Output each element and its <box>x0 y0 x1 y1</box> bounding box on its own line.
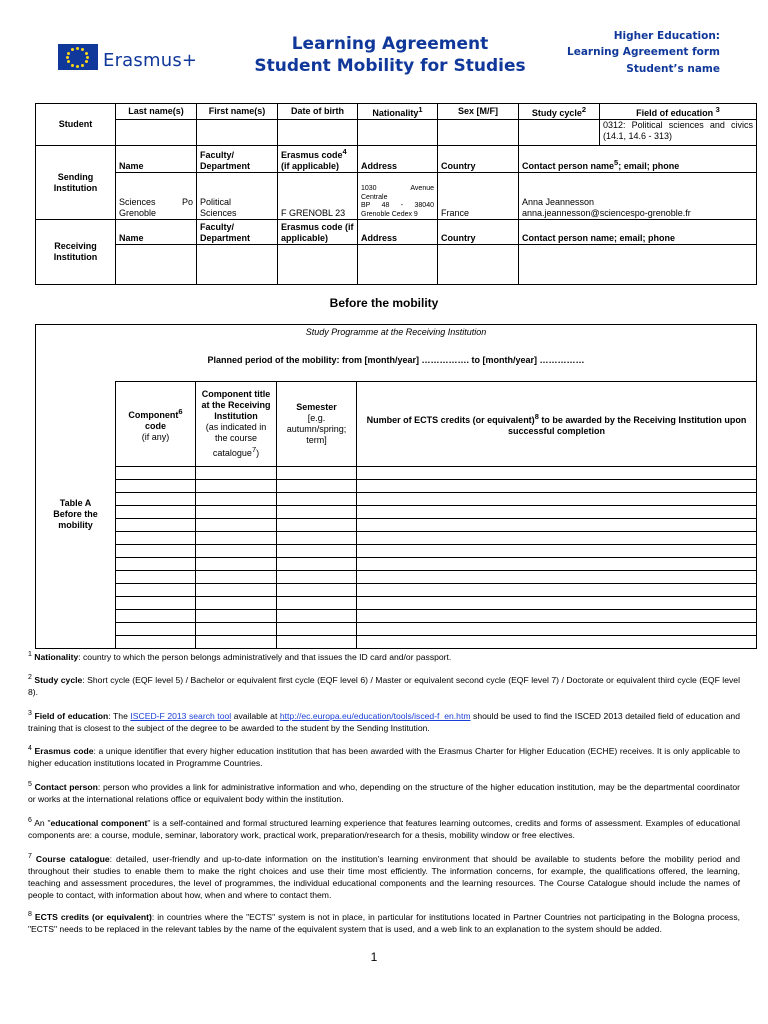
page-title: Learning Agreement <box>291 34 489 54</box>
eu-flag-logo <box>58 44 98 70</box>
isced-url-link[interactable]: http://ec.europa.eu/education/tools/isced-f_en.htm <box>279 710 471 721</box>
sending-header-contact: Contact person name$^5$; email; phone <box>519 146 757 173</box>
receiving-header-contact: Contact person name; email; phone <box>519 220 757 245</box>
ects-cell[interactable] <box>357 558 757 571</box>
sending-contact-value[interactable]: Anna Jeannesson anna.jeannesson@sciencespo-grenoble.fr <box>519 173 757 220</box>
header-last-name: Last name(s) <box>116 104 197 120</box>
component-title-cell[interactable] <box>196 571 277 584</box>
table-row <box>36 493 757 506</box>
receiving-name-cell[interactable] <box>116 245 197 285</box>
component-title-cell[interactable] <box>196 584 277 597</box>
table-row <box>36 623 757 636</box>
header-right-line2: Learning Agreement form <box>567 46 720 58</box>
ects-cell[interactable] <box>357 506 757 519</box>
table-a-study-programme <box>35 324 757 649</box>
footnote-2: $^2$ Study cycle: Short cycle (EQF level 5) / Bachelor or equivalent first cycle (EQF level 6) / Master or equivalent second cycle (EQF level 7) / Doctorate or equivalent third cycle (EQF level 8). <box>28 674 740 697</box>
header-date-of-birth: Date of birth <box>278 104 358 120</box>
semester-cell[interactable] <box>277 467 357 480</box>
student-dob-cell[interactable] <box>278 120 358 146</box>
ects-cell[interactable] <box>357 623 757 636</box>
table-row <box>36 545 757 558</box>
component-code-cell[interactable] <box>116 467 196 480</box>
ects-cell[interactable] <box>357 571 757 584</box>
component-title-cell[interactable] <box>196 519 277 532</box>
isced-search-tool-link[interactable]: ISCED-F 2013 search tool <box>130 710 232 721</box>
semester-cell[interactable] <box>277 545 357 558</box>
receiving-faculty-cell[interactable] <box>197 245 278 285</box>
component-code-cell[interactable] <box>116 610 196 623</box>
table-a-header-component-code: Component$^6$ code (if any) <box>116 382 196 467</box>
footnote-8: $^8$ ECTS credits (or equivalent): in countries where the "ECTS" system is not in place, in particular for institutions located in Partner Countries not participating in the Bologna process, "ECTS" needs to be replaced in the relevant tables by the name of the equivalent system that is used, and a web link to an explanation to the system should be added. <box>28 911 741 934</box>
component-code-cell[interactable] <box>116 597 196 610</box>
student-row-label: Student <box>36 104 116 146</box>
component-code-cell[interactable] <box>116 584 196 597</box>
ects-cell[interactable] <box>357 480 757 493</box>
student-first-name-cell[interactable] <box>197 120 278 146</box>
table-row <box>36 519 757 532</box>
section-title-before-mobility: Before the mobility <box>329 296 439 310</box>
receiving-header-name: Name <box>116 220 197 245</box>
footnote-5: $^5$ Contact person: person who provides a link for administrative information and who, depending on the structure of the higher education institution, may be the departmental coordinator or works at the international relations office or equivalent body within the institution. <box>28 781 740 804</box>
footnote-7: $^7$ Course catalogue: detailed, user-friendly and up-to-date information on the institution’s learning environment that should be available to students before the mobility period and throughout their studies to enable them to make the right choices and use their time most efficiently. The information concerns, for example, the qualifications offered, the learning, teaching and assessment procedures, the level of programmes, the individual educational components and the learning resources. The Course Catalogue should include the names of people to contact, with information about how, when and where to contact them. <box>28 853 740 900</box>
component-title-cell[interactable] <box>196 610 277 623</box>
header-first-name: First name(s) <box>197 104 278 120</box>
ects-cell[interactable] <box>357 545 757 558</box>
sending-header-faculty: Faculty/ Department <box>197 146 278 173</box>
receiving-header-faculty: Faculty/ Department <box>197 220 278 245</box>
semester-cell[interactable] <box>277 480 357 493</box>
ects-cell[interactable] <box>357 519 757 532</box>
student-study-cycle-cell[interactable] <box>519 120 600 146</box>
table-row <box>36 597 757 610</box>
semester-cell[interactable] <box>277 636 357 649</box>
table-a-side-label: Table A Before the mobility <box>36 382 116 649</box>
component-title-cell[interactable] <box>196 532 277 545</box>
ects-cell[interactable] <box>357 636 757 649</box>
student-sex-cell[interactable] <box>438 120 519 146</box>
semester-cell[interactable] <box>277 584 357 597</box>
semester-cell[interactable] <box>277 493 357 506</box>
sending-institution-label: Sending Institution <box>36 146 116 220</box>
table-a-title-cell <box>36 325 757 382</box>
semester-cell[interactable] <box>277 506 357 519</box>
sending-header-country: Country <box>438 146 519 173</box>
component-title-cell[interactable] <box>196 493 277 506</box>
component-code-cell[interactable] <box>116 623 196 636</box>
receiving-erasmus-code-cell[interactable] <box>278 245 358 285</box>
table-a-header-semester: Semester [e.g. autumn/spring; term] <box>277 382 357 467</box>
sending-header-name: Name <box>116 146 197 173</box>
footnote-4: $^4$ Erasmus code: a unique identifier that every higher education institution that has been awarded with the Erasmus Charter for Higher Education (ECHE) receives. It is only applicable to higher education institutions located in Programme Countries. <box>28 745 740 768</box>
sending-header-erasmus-code: Erasmus code$^4$ (if applicable) <box>278 146 358 173</box>
page-number: 1 <box>370 950 378 964</box>
student-last-name-cell[interactable] <box>116 120 197 146</box>
component-title-cell[interactable] <box>196 623 277 636</box>
component-title-cell[interactable] <box>196 597 277 610</box>
component-code-cell[interactable] <box>116 545 196 558</box>
component-title-cell[interactable] <box>196 506 277 519</box>
table-row <box>36 506 757 519</box>
header-right-student-name: Student’s name <box>626 63 720 75</box>
sending-header-address: Address <box>358 146 438 173</box>
header-study-cycle: Study cycle$^2$ <box>519 104 600 120</box>
header-field-of-education: Field of education $^3$ <box>600 104 757 120</box>
component-code-cell[interactable] <box>116 519 196 532</box>
component-code-cell[interactable] <box>116 636 196 649</box>
receiving-contact-cell[interactable] <box>519 245 757 285</box>
header-right-line1: Higher Education: <box>613 30 720 42</box>
footnote-6: $^6$ An "educational component" is a self-contained and formal structured learning experience that features learning outcomes, credits and forms of assessment. Examples of educational components are: a course, module, seminar, laboratory work, practical work, preparation/research for a thesis, mobility window or free electives. <box>28 817 740 840</box>
component-title-cell[interactable] <box>196 545 277 558</box>
table-a-header-ects: Number of ECTS credits (or equivalent)$^8$ to be awarded by the Receiving Institution upon successful completion <box>357 382 757 467</box>
component-code-cell[interactable] <box>116 506 196 519</box>
semester-cell[interactable] <box>277 532 357 545</box>
component-title-cell[interactable] <box>196 480 277 493</box>
sending-name-value[interactable]: Sciences Po Grenoble <box>116 173 197 220</box>
ects-cell[interactable] <box>357 532 757 545</box>
component-code-cell[interactable] <box>116 480 196 493</box>
component-code-cell[interactable] <box>116 571 196 584</box>
table-row <box>36 584 757 597</box>
sending-country-value[interactable]: France <box>438 173 519 220</box>
component-title-cell[interactable] <box>196 558 277 571</box>
semester-cell[interactable] <box>277 610 357 623</box>
semester-cell[interactable] <box>277 571 357 584</box>
ects-cell[interactable] <box>357 493 757 506</box>
sending-faculty-value[interactable]: Political Sciences <box>197 173 278 220</box>
table-row <box>36 571 757 584</box>
ects-cell[interactable] <box>357 610 757 623</box>
student-institution-table <box>35 103 757 285</box>
ects-cell[interactable] <box>357 467 757 480</box>
semester-cell[interactable] <box>277 597 357 610</box>
footnote-1: $^1$ Nationality: country to which the person belongs administratively and that issues the ID card and/or passport. <box>28 651 452 662</box>
component-code-cell[interactable] <box>116 532 196 545</box>
table-row <box>36 480 757 493</box>
receiving-address-cell[interactable] <box>358 245 438 285</box>
footnote-3: $^3$ Field of education: The ISCED-F 2013 search tool available at http://ec.europa.eu/education/tools/isced-f_en.htm should be used to find the ISCED 2013 detailed field of education and training that is closest to the subject of the degree to be awarded to the student by the Sending Institution. <box>28 710 740 733</box>
semester-cell[interactable] <box>277 623 357 636</box>
component-title-cell[interactable] <box>196 636 277 649</box>
sending-erasmus-code-value[interactable]: F GRENOBL 23 <box>278 173 358 220</box>
table-row <box>36 558 757 571</box>
receiving-institution-label: Receiving Institution <box>36 220 116 285</box>
student-nationality-cell[interactable] <box>358 120 438 146</box>
table-row <box>36 467 757 480</box>
component-code-cell[interactable] <box>116 493 196 506</box>
student-field-of-education-value[interactable]: 0312: Political sciences and civics (14.1, 14.6 - 313) <box>600 120 757 146</box>
header-sex: Sex [M/F] <box>438 104 519 120</box>
component-code-cell[interactable] <box>116 558 196 571</box>
ects-cell[interactable] <box>357 584 757 597</box>
receiving-header-address: Address <box>358 220 438 245</box>
table-a-header-component-title: Component title at the Receiving Institution (as indicated in the course catalogue$^7$) <box>196 382 277 467</box>
table-a-programme-title: Study Programme at the Receiving Institution <box>305 327 487 337</box>
component-title-cell[interactable] <box>196 467 277 480</box>
receiving-country-cell[interactable] <box>438 245 519 285</box>
semester-cell[interactable] <box>277 558 357 571</box>
page-subtitle: Student Mobility for Studies <box>254 56 526 76</box>
receiving-header-erasmus-code: Erasmus code (if applicable) <box>278 220 358 245</box>
sending-address-value[interactable]: 1030 Avenue Centrale BP 48 - 38040 Grenoble Cedex 9 <box>358 173 438 220</box>
header-nationality: Nationality$^1$ <box>358 104 438 120</box>
table-row <box>36 636 757 649</box>
erasmus-logo-text: Erasmus+ <box>103 50 198 71</box>
table-row <box>36 532 757 545</box>
ects-cell[interactable] <box>357 597 757 610</box>
table-row <box>36 610 757 623</box>
semester-cell[interactable] <box>277 519 357 532</box>
receiving-header-country: Country <box>438 220 519 245</box>
table-a-planned-period[interactable]: Planned period of the mobility: from [month/year] ……………. to [month/year] …………… <box>207 355 585 365</box>
